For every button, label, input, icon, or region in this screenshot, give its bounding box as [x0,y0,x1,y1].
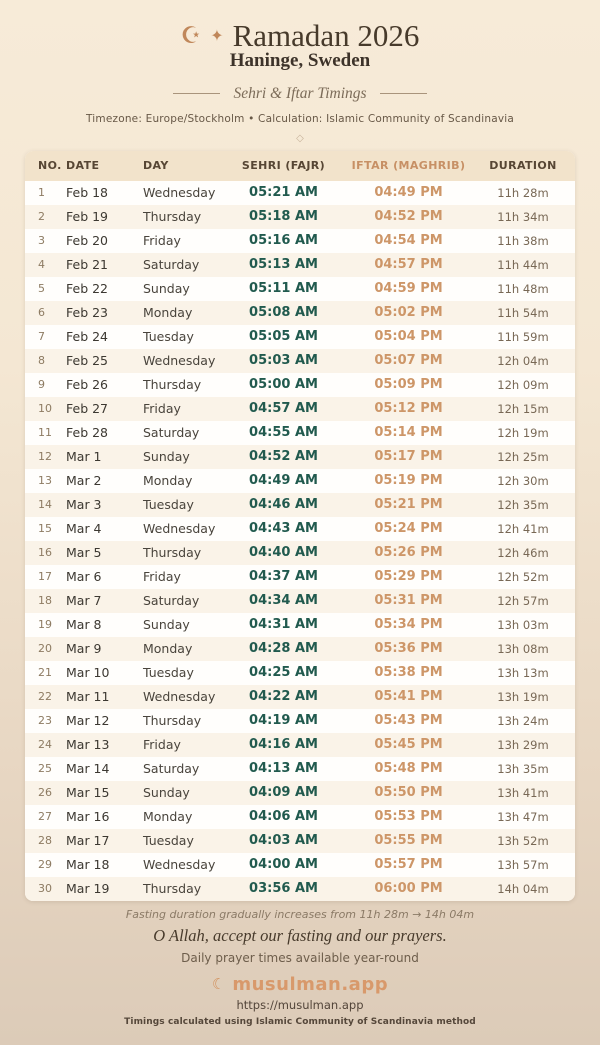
row-duration: 11h 34m [497,209,549,224]
row-iftar-time: 05:53 PM [374,809,443,825]
column-header-no: NO. [25,151,55,181]
row-sehri-time: 04:55 AM [249,425,318,441]
column-header-date: DATE [55,151,131,181]
row-day: Wednesday [143,185,216,201]
row-sehri-time: 05:21 AM [249,185,318,201]
row-sehri-time: 04:06 AM [249,809,318,825]
crescent-moon-icon: ☾ [211,974,226,993]
row-day: Saturday [143,257,200,273]
row-date: Feb 25 [66,353,109,369]
row-day: Saturday [143,761,200,777]
row-duration: 13h 52m [497,833,549,848]
row-date: Mar 6 [66,569,102,585]
row-duration: 13h 57m [497,857,549,872]
brand-link[interactable] [0,974,600,995]
location-subtitle: Haninge, Sweden [229,49,371,71]
table-row [25,877,575,901]
row-day: Sunday [143,281,190,297]
row-date: Mar 5 [66,545,102,561]
table-row [25,781,575,805]
row-date: Mar 13 [66,737,110,753]
row-number: 11 [38,426,52,440]
row-sehri-time: 04:40 AM [249,545,318,561]
row-day: Thursday [143,713,202,729]
row-sehri-time: 05:18 AM [249,209,318,225]
row-duration: 11h 38m [497,233,549,248]
row-date: Feb 21 [66,257,109,273]
table-row [25,613,575,637]
row-date: Mar 16 [66,809,110,825]
row-day: Sunday [143,617,190,633]
row-day: Wednesday [143,857,216,873]
row-iftar-time: 05:55 PM [374,833,443,849]
row-duration: 12h 46m [497,545,549,560]
row-number: 8 [38,354,45,368]
column-header-duration: DURATION [471,151,575,181]
row-number: 14 [38,498,52,512]
row-number: 22 [38,690,52,704]
row-number: 23 [38,714,52,728]
row-iftar-time: 05:07 PM [374,353,443,369]
row-iftar-time: 05:34 PM [374,617,443,633]
row-number: 21 [38,666,52,680]
row-iftar-time: 06:00 PM [374,881,443,897]
row-number: 6 [38,306,45,320]
row-sehri-time: 05:05 AM [249,329,318,345]
table-row [25,253,575,277]
divider-line-right [380,93,427,94]
row-sehri-time: 05:11 AM [249,281,318,297]
row-sehri-time: 04:19 AM [249,713,318,729]
row-date: Mar 10 [66,665,110,681]
row-duration: 11h 28m [497,185,549,200]
row-duration: 13h 24m [497,713,549,728]
row-number: 15 [38,522,52,536]
row-sehri-time: 04:13 AM [249,761,318,777]
table-row [25,757,575,781]
row-date: Mar 3 [66,497,102,513]
row-duration: 12h 19m [497,425,549,440]
row-duration: 12h 25m [497,449,549,464]
row-number: 12 [38,450,52,464]
divider-line-left [173,93,220,94]
row-date: Feb 26 [66,377,109,393]
table-row [25,733,575,757]
row-number: 16 [38,546,52,560]
table-row [25,709,575,733]
row-duration: 12h 41m [497,521,549,536]
row-number: 13 [38,474,52,488]
table-row [25,805,575,829]
row-iftar-time: 05:50 PM [374,785,443,801]
table-row [25,349,575,373]
row-iftar-time: 05:57 PM [374,857,443,873]
row-sehri-time: 03:56 AM [249,881,318,897]
row-day: Sunday [143,449,190,465]
column-header-sehri: SEHRI (FAJR) [221,151,346,181]
page-footer [0,908,600,1027]
row-iftar-time: 05:38 PM [374,665,443,681]
availability-note: Daily prayer times available year-round [181,950,419,965]
row-duration: 12h 52m [497,569,549,584]
row-day: Friday [143,737,181,753]
table-row [25,517,575,541]
row-day: Wednesday [143,521,216,537]
row-duration: 11h 44m [497,257,549,272]
crescent-star-icon: ☪ [180,22,202,49]
row-duration: 11h 59m [497,329,549,344]
row-date: Mar 19 [66,881,110,897]
row-duration: 11h 48m [497,281,549,296]
section-subtitle: Sehri & Iftar Timings [233,84,367,102]
row-sehri-time: 04:03 AM [249,833,318,849]
row-day: Friday [143,401,181,417]
row-sehri-time: 04:16 AM [249,737,318,753]
row-date: Feb 19 [66,209,109,225]
row-iftar-time: 05:09 PM [374,377,443,393]
row-duration: 13h 08m [497,641,549,656]
row-day: Sunday [143,785,190,801]
row-number: 29 [38,858,52,872]
row-iftar-time: 04:59 PM [374,281,443,297]
table-row [25,325,575,349]
timings-table-header [25,151,575,181]
row-date: Feb 22 [66,281,109,297]
table-row [25,853,575,877]
brand-name: musulman.app [232,973,389,995]
row-number: 28 [38,834,52,848]
table-row [25,589,575,613]
row-duration: 13h 35m [497,761,549,776]
row-duration: 13h 47m [497,809,549,824]
row-number: 5 [38,282,45,296]
row-date: Mar 17 [66,833,110,849]
table-row [25,301,575,325]
row-duration: 12h 04m [497,353,549,368]
row-sehri-time: 04:43 AM [249,521,318,537]
table-row [25,277,575,301]
row-sehri-time: 04:22 AM [249,689,318,705]
row-duration: 13h 13m [497,665,549,680]
timings-table [25,151,575,901]
row-number: 9 [38,378,45,392]
row-number: 2 [38,210,45,224]
section-subtitle-row [0,85,600,103]
row-number: 17 [38,570,52,584]
row-number: 20 [38,642,52,656]
row-day: Tuesday [143,665,194,681]
row-day: Tuesday [143,833,194,849]
table-row [25,229,575,253]
calculation-method-note: Timings calculated using Islamic Community of Scandinavia method [124,1016,476,1027]
row-iftar-time: 05:31 PM [374,593,443,609]
row-sehri-time: 04:57 AM [249,401,318,417]
row-sehri-time: 04:37 AM [249,569,318,585]
row-sehri-time: 05:00 AM [249,377,318,393]
row-date: Feb 20 [66,233,109,249]
table-row [25,661,575,685]
row-day: Friday [143,233,181,249]
row-day: Wednesday [143,689,216,705]
row-number: 7 [38,330,45,344]
row-sehri-time: 04:49 AM [249,473,318,489]
row-number: 27 [38,810,52,824]
sparkle-icon: ✦ [210,26,224,46]
row-number: 19 [38,618,52,632]
row-iftar-time: 05:21 PM [374,497,443,513]
row-sehri-time: 05:13 AM [249,257,318,273]
table-row [25,565,575,589]
row-number: 1 [38,186,45,200]
row-iftar-time: 05:02 PM [374,305,443,321]
row-duration: 12h 30m [497,473,549,488]
row-sehri-time: 04:34 AM [249,593,318,609]
row-sehri-time: 05:08 AM [249,305,318,321]
row-date: Feb 24 [66,329,109,345]
row-iftar-time: 04:52 PM [374,209,443,225]
row-date: Feb 27 [66,401,109,417]
table-row [25,373,575,397]
row-duration: 13h 41m [497,785,549,800]
row-day: Saturday [143,425,200,441]
table-row [25,493,575,517]
row-iftar-time: 05:45 PM [374,737,443,753]
row-iftar-time: 05:43 PM [374,713,443,729]
row-date: Mar 7 [66,593,102,609]
table-row [25,397,575,421]
row-duration: 11h 54m [497,305,549,320]
row-date: Feb 28 [66,425,109,441]
row-date: Mar 2 [66,473,102,489]
row-sehri-time: 04:52 AM [249,449,318,465]
row-sehri-time: 04:31 AM [249,617,318,633]
row-day: Monday [143,641,193,657]
row-duration: 12h 15m [497,401,549,416]
row-date: Mar 14 [66,761,110,777]
row-day: Tuesday [143,497,194,513]
row-sehri-time: 04:09 AM [249,785,318,801]
timings-card [25,151,575,901]
row-day: Thursday [143,545,202,561]
row-sehri-time: 04:46 AM [249,497,318,513]
dua-quote: O Allah, accept our fasting and our prayers. [153,925,447,945]
row-sehri-time: 04:00 AM [249,857,318,873]
timezone-calculation-meta: Timezone: Europe/Stockholm • Calculation: Islamic Community of Scandinavia [86,112,514,125]
row-iftar-time: 05:14 PM [374,425,443,441]
row-day: Friday [143,569,181,585]
row-day: Monday [143,305,193,321]
row-day: Monday [143,809,193,825]
row-number: 3 [38,234,45,248]
row-duration: 13h 19m [497,689,549,704]
row-duration: 13h 29m [497,737,549,752]
table-row [25,205,575,229]
duration-increase-note: Fasting duration gradually increases from 11h 28m → 14h 04m [125,907,475,921]
timings-table-body [25,181,575,901]
row-number: 30 [38,882,52,896]
row-day: Tuesday [143,329,194,345]
column-header-iftar: IFTAR (MAGHRIB) [346,151,471,181]
row-duration: 12h 35m [497,497,549,512]
table-row [25,445,575,469]
table-row [25,829,575,853]
row-number: 24 [38,738,52,752]
row-date: Mar 1 [66,449,102,465]
page-title: Ramadan 2026 [232,18,420,53]
row-sehri-time: 04:25 AM [249,665,318,681]
row-iftar-time: 05:12 PM [374,401,443,417]
row-iftar-time: 05:04 PM [374,329,443,345]
row-date: Mar 15 [66,785,110,801]
row-day: Saturday [143,593,200,609]
table-row [25,637,575,661]
table-row [25,181,575,205]
row-iftar-time: 04:54 PM [374,233,443,249]
brand-url[interactable]: https://musulman.app [236,997,364,1012]
table-row [25,685,575,709]
row-day: Thursday [143,209,202,225]
row-iftar-time: 05:19 PM [374,473,443,489]
page-header [0,0,600,144]
row-number: 10 [38,402,52,416]
row-date: Mar 11 [66,689,110,705]
row-number: 18 [38,594,52,608]
table-row [25,469,575,493]
row-iftar-time: 05:48 PM [374,761,443,777]
row-day: Thursday [143,881,202,897]
row-date: Mar 9 [66,641,102,657]
row-date: Mar 8 [66,617,102,633]
row-iftar-time: 05:17 PM [374,449,443,465]
row-number: 25 [38,762,52,776]
row-sehri-time: 05:03 AM [249,353,318,369]
table-row [25,421,575,445]
row-sehri-time: 05:16 AM [249,233,318,249]
row-iftar-time: 05:24 PM [374,521,443,537]
table-row [25,541,575,565]
row-day: Thursday [143,377,202,393]
row-iftar-time: 04:57 PM [374,257,443,273]
row-duration: 13h 03m [497,617,549,632]
row-iftar-time: 05:36 PM [374,641,443,657]
column-header-day: DAY [131,151,221,181]
row-day: Monday [143,473,193,489]
row-duration: 14h 04m [497,881,549,896]
row-date: Mar 4 [66,521,102,537]
row-iftar-time: 05:29 PM [374,569,443,585]
row-date: Mar 18 [66,857,110,873]
diamond-ornament-icon: ◇ [296,132,304,144]
row-day: Wednesday [143,353,216,369]
row-sehri-time: 04:28 AM [249,641,318,657]
row-date: Feb 23 [66,305,109,321]
row-number: 26 [38,786,52,800]
title-row [0,20,600,53]
row-iftar-time: 05:41 PM [374,689,443,705]
row-date: Feb 18 [66,185,109,201]
row-iftar-time: 05:26 PM [374,545,443,561]
row-iftar-time: 04:49 PM [374,185,443,201]
row-date: Mar 12 [66,713,110,729]
row-duration: 12h 09m [497,377,549,392]
row-number: 4 [38,258,45,272]
row-duration: 12h 57m [497,593,549,608]
